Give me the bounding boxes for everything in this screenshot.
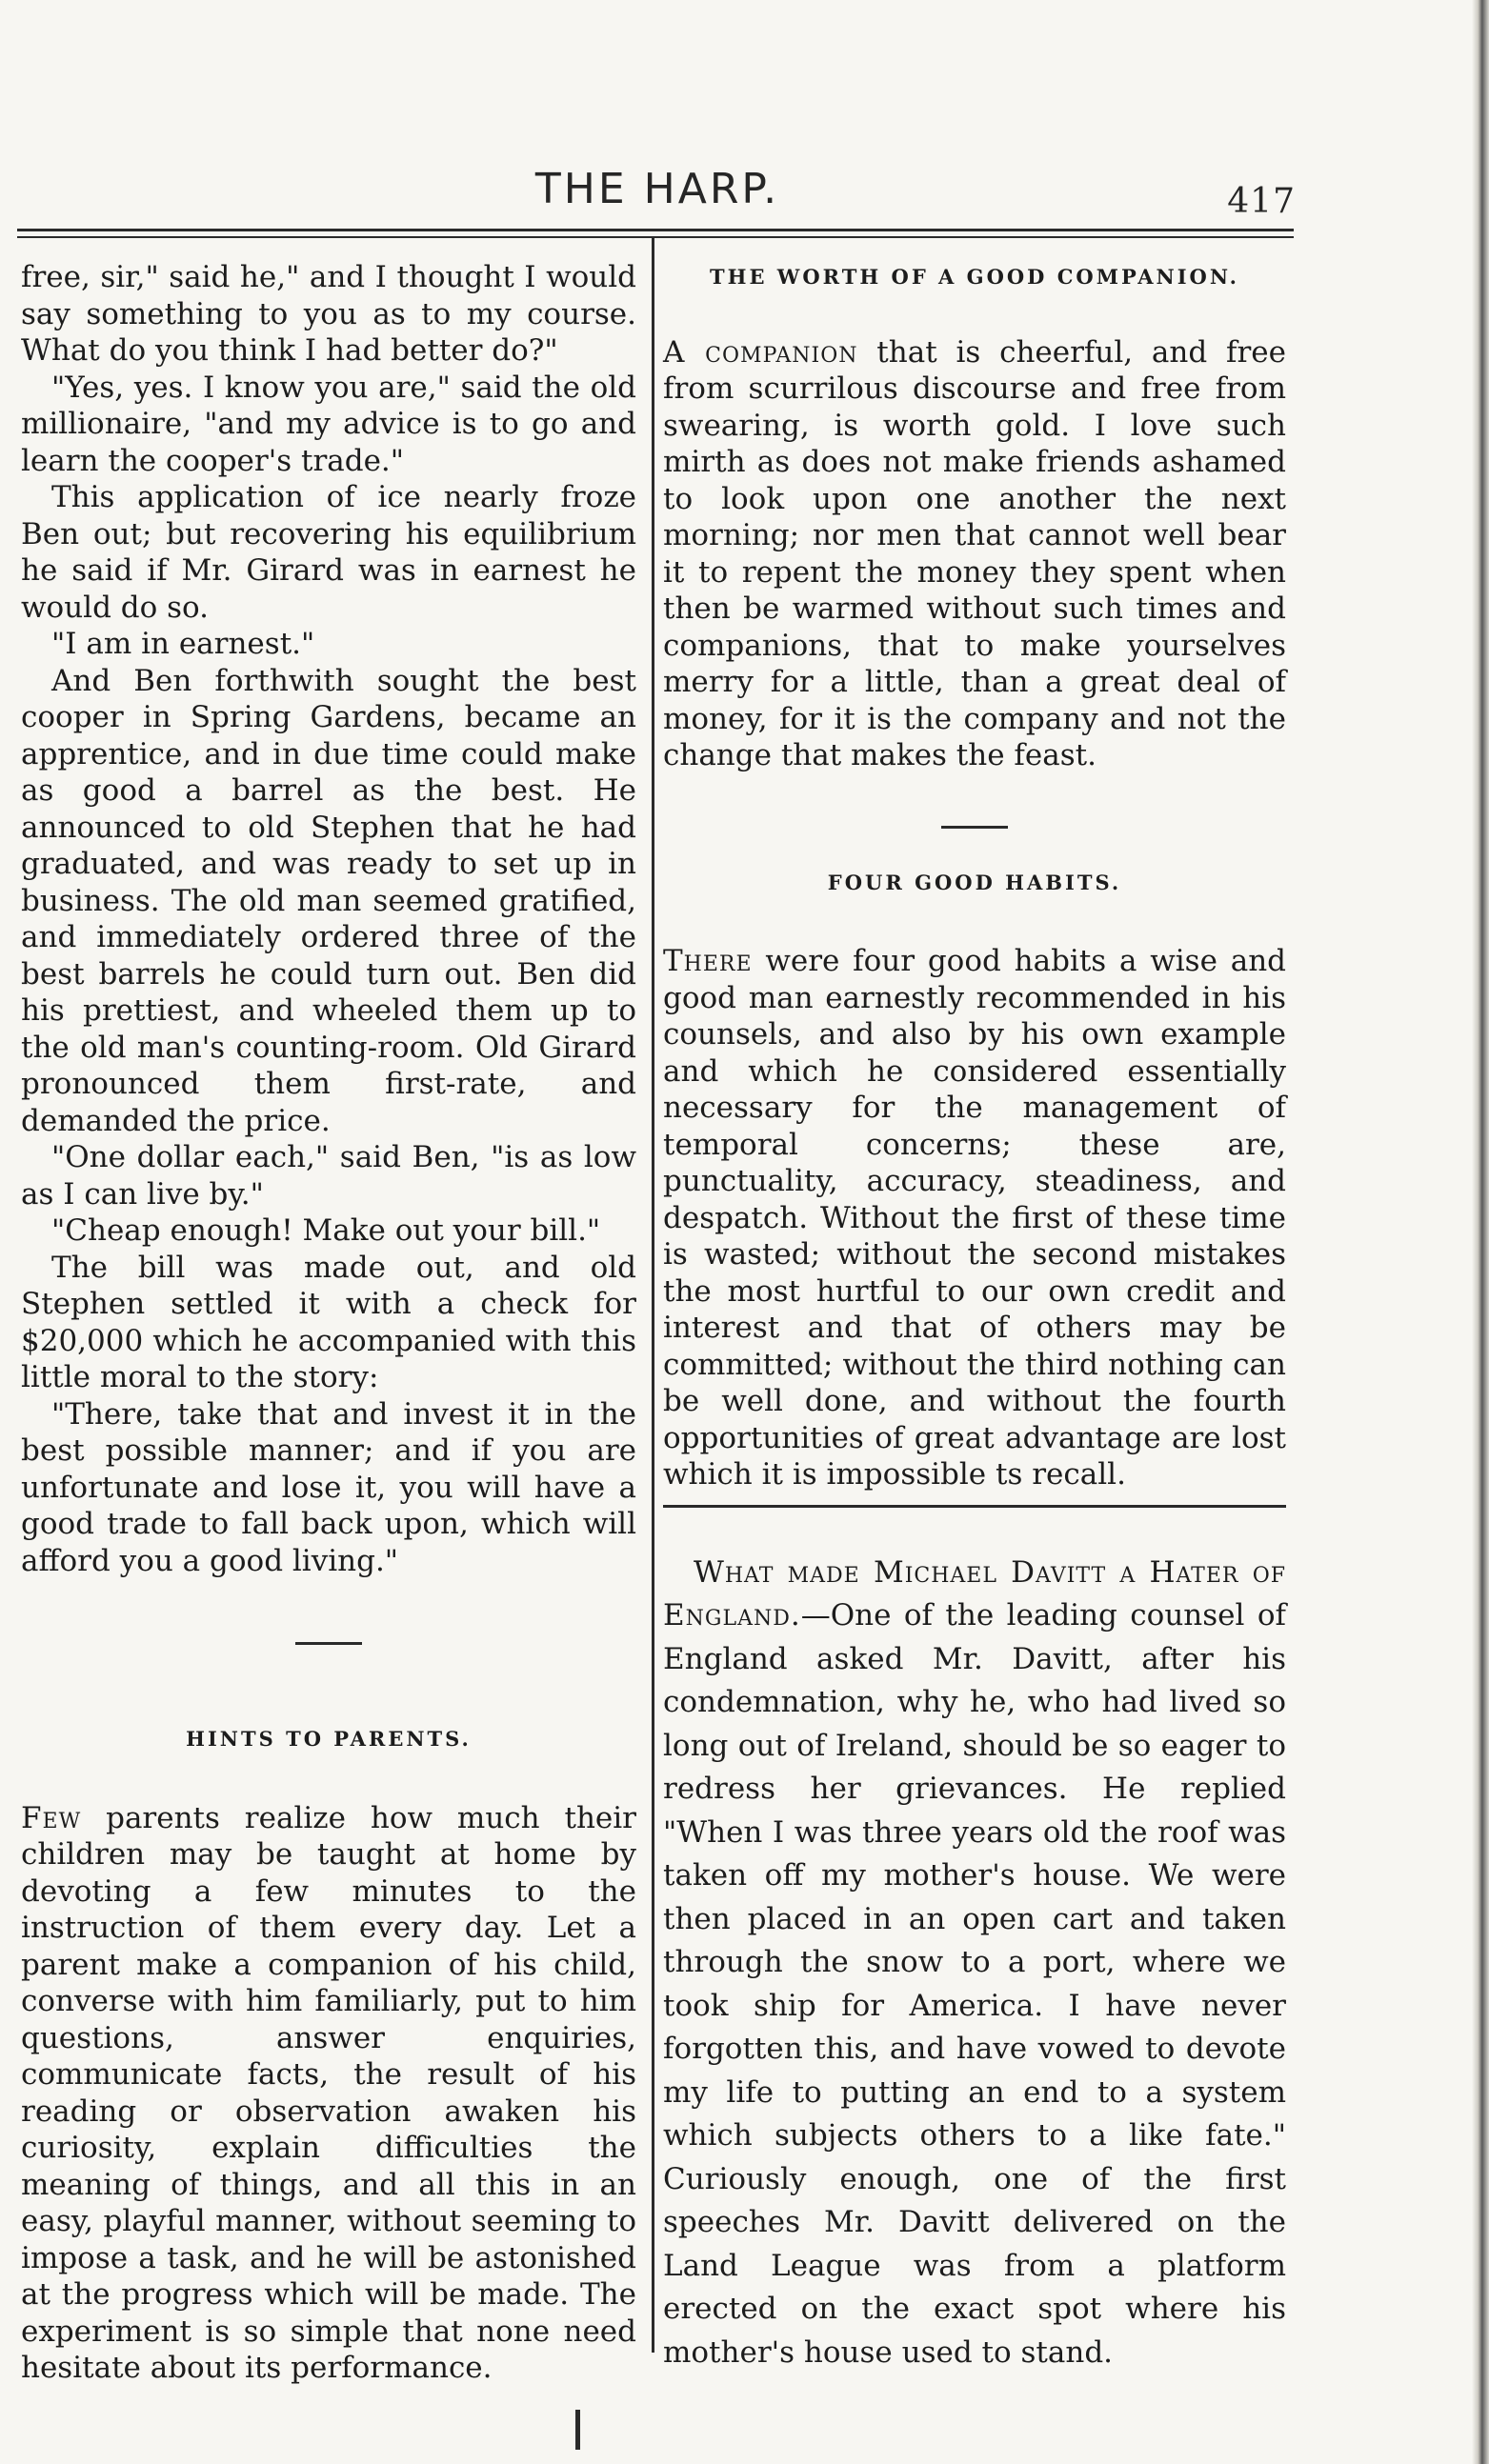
- hints-paragraph: [21, 1800, 636, 2387]
- right-column: [663, 259, 1286, 2374]
- companion-body: that is cheerful, and free from scurrilous discourse and free from swearing, is worth gold. I love such mirth as does not make friends ashamed to look upon one another the next morning; nor men that cannot well bear it to repent the money they spent when then be warmed without such times and companions, that to make yourselves merry for a little, than a great deal of money, for it is the company and not the change that makes the feast.: [663, 334, 1286, 772]
- companion-heading: THE WORTH OF A GOOD COMPANION.: [710, 265, 1239, 289]
- story-paragraph: "One dollar each," said Ben, "is as low as I can live by.": [21, 1140, 636, 1212]
- story-paragraph: free, sir," said he," and I thought I would say something to you as to my course. What do you think I had better do?": [21, 260, 636, 368]
- story-paragraph: "I am in earnest.": [51, 627, 315, 661]
- companion-paragraph: [663, 334, 1286, 774]
- story-paragraph: And Ben forthwith sought the best cooper in Spring Gardens, became an apprentice, and in due time could make as good a barrel as the best. He announced to old Stephen that he had graduated, and was ready to set up in business. The old man seemed gratified, and immediately ordered three of the best barrels he could turn out. Ben did his prettiest, and wheeled them up to the old man's counting-room. Old Girard pronounced them first-rate, and demanded the price.: [21, 663, 636, 1138]
- habits-heading: FOUR GOOD HABITS.: [827, 870, 1122, 894]
- habits-paragraph: [663, 943, 1286, 1493]
- header-rule-top: [17, 229, 1294, 231]
- left-column: [21, 259, 636, 2387]
- davitt-lead: What made Michael Davitt a Hater of England.: [663, 1554, 1286, 1633]
- hints-lead: Few: [21, 1800, 82, 1835]
- footer-mark: [575, 2410, 580, 2450]
- running-title: THE HARP.: [534, 165, 780, 213]
- story-paragraph: "Cheap enough! Make out your bill.": [51, 1213, 601, 1248]
- habits-lead: There: [663, 944, 753, 978]
- davitt-body: —One of the leading counsel of England asked Mr. Davitt, after his condemnation, why he, who had lived so long out of Ireland, should be so eager to redress her grievances. He replied "When I was three years old the roof was taken off my mother's house. We were then placed in an open cart and taken through the snow to a port, where we took ship for America. I have never forgotten this, and have vowed to devote my life to putting an end to a system which subjects others to a like fate." Curiously enough, one of the first speeches Mr. Davitt delivered on the Land League was from a platform erected on the exact spot where his mother's house used to stand.: [663, 1598, 1286, 2370]
- story-paragraph: The bill was made out, and old Stephen settled it with a check for $20,000 which he accompanied with this little moral to the story:: [21, 1250, 636, 1394]
- story-paragraph: "Yes, yes. I know you are," said the old millionaire, "and my advice is to go and learn the cooper's trade.": [21, 370, 636, 478]
- column-divider: [652, 238, 654, 2353]
- habits-body: were four good habits a wise and good man earnestly recommended in his counsels, and also by his own example and which he considered essentially necessary for the management of temporal concerns; these are, punctuality, accuracy, steadiness, and despatch. Without the first of these time is wasted; without the second mistakes the most hurtful to our own credit and interest and that of others may be committed; without the third nothing can be well done, and without the fourth opportunities of great advantage are lost which it is impossible ts recall.: [663, 944, 1287, 1492]
- page-header: [19, 157, 1296, 224]
- page-number: 417: [1227, 182, 1296, 221]
- davitt-paragraph: [663, 1552, 1286, 2375]
- story-paragraph: "There, take that and invest it in the best possible manner; and if you are unfortunate and lose it, you will have a good trade to fall back upon, which will afford you a good living.": [21, 1396, 636, 1578]
- hints-heading: HINTS TO PARENTS.: [186, 1727, 472, 1751]
- header-rule-bottom: [17, 236, 1294, 238]
- companion-lead: A companion: [663, 334, 858, 370]
- story-paragraph: This application of ice nearly froze Ben out; but recovering his equilibrium he said if Mr. Girard was in earnest he would do so.: [21, 480, 636, 625]
- page-edge: [1472, 0, 1489, 2464]
- hints-body: parents realize how much their children may be taught at home by devoting a few minutes to the instruction of them every day. Let a parent make a companion of his child, converse with him familiarly, put to him questions, answer enquiries, communicate facts, the result of his reading or observation awaken his curiosity, explain difficulties the meaning of things, and all this in an easy, playful manner, without seeming to impose a task, and he will be astonished at the progress which will be made. The experiment is so simple that none need hesitate about its performance.: [21, 1800, 637, 2385]
